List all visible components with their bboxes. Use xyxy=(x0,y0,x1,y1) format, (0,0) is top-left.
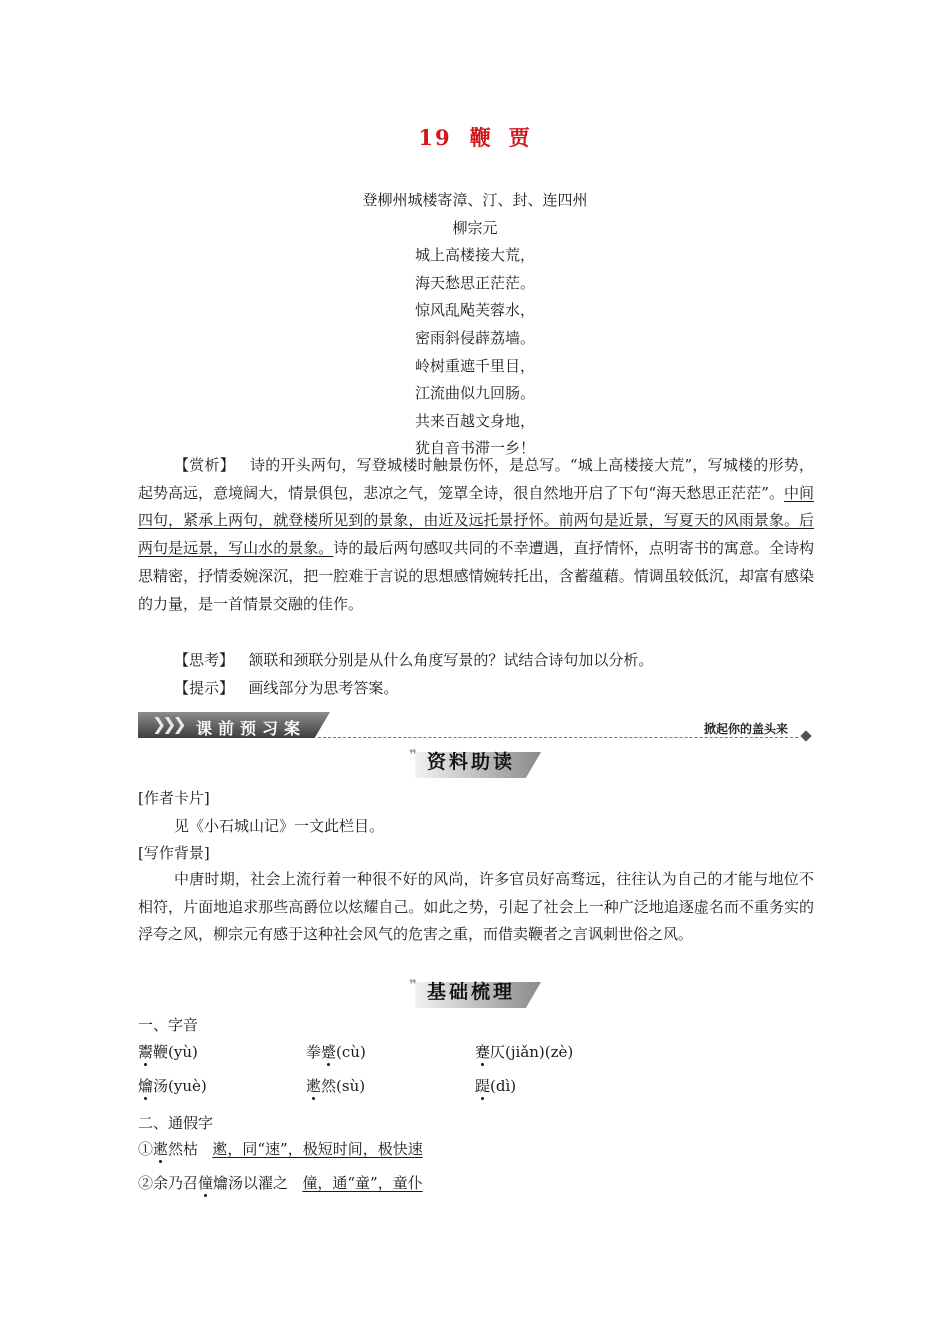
pronunciation-row xyxy=(138,1041,838,1065)
author-card-label: [作者卡片] xyxy=(138,789,210,807)
analysis-label: 【赏析】 xyxy=(174,456,235,474)
section-title: 资料助读 xyxy=(426,751,515,773)
poem-line: 江流曲似九回肠。 xyxy=(414,384,535,403)
pronunciation-rest: 然(sù) xyxy=(321,1077,366,1095)
pronunciation-rest: (cù) xyxy=(336,1043,366,1061)
pronunciation-item xyxy=(306,1075,365,1096)
title-char-1: 鞭 xyxy=(469,125,493,150)
sentence-post: 然枯 xyxy=(168,1140,199,1158)
hint-paragraph xyxy=(138,675,814,703)
pronunciation-rest: (dì) xyxy=(490,1077,517,1095)
dotted-char: 僮 xyxy=(198,1174,214,1192)
pronunciation-heading: 一、字音 xyxy=(138,1016,199,1034)
tongjia-sentence xyxy=(138,1138,423,1159)
dotted-char: 蹙 xyxy=(321,1043,337,1061)
dotted-char: 踶 xyxy=(475,1077,491,1095)
analysis-paragraph xyxy=(138,452,814,618)
banner-divider xyxy=(318,737,798,738)
banner-slogan: 掀起你的盖头来 xyxy=(703,722,788,736)
pronunciation-rest: 鞭(yù) xyxy=(153,1043,198,1061)
analysis-underlined-answer: 中间四句，紧承上两句，就登楼所见到的景象，由近及远托景抒怀。前两句是近景，写夏天的风雨景象。后两句是远景，写山水的景象。 xyxy=(138,483,814,558)
item-number: ② xyxy=(138,1174,154,1192)
dotted-char: 爚 xyxy=(138,1077,154,1095)
poem-line: 岭树重遮千里目， xyxy=(414,356,535,375)
hint-label: 【提示】 xyxy=(174,679,235,697)
section-heading-reading xyxy=(0,748,950,778)
preview-banner xyxy=(138,712,814,740)
tongjia-sentence xyxy=(138,1172,423,1193)
double-chevron-icon: ❯❯❯ xyxy=(152,715,183,735)
pronunciation-rest: 仄(jiǎn)(zè) xyxy=(490,1043,574,1061)
hint-text: 画线部分为思考答案。 xyxy=(248,679,399,697)
author-card-text: 见《小石城山记》一文此栏目。 xyxy=(174,817,385,835)
poem-author: 柳宗元 xyxy=(452,218,498,237)
tongjia-item xyxy=(138,1138,838,1162)
poem-line: 惊风乱飐芙蓉水， xyxy=(414,301,535,320)
item-number: ① xyxy=(138,1140,154,1158)
diamond-icon xyxy=(800,730,811,741)
tongjia-answer: 僮，通“童”，童仆 xyxy=(302,1174,423,1192)
sentence-pre: 余乃召 xyxy=(153,1174,199,1192)
think-paragraph xyxy=(138,647,814,675)
lesson-title xyxy=(0,122,950,152)
tongjia-item xyxy=(138,1172,838,1196)
poem-line: 城上高楼接大荒， xyxy=(414,246,535,265)
pronunciation-row xyxy=(138,1075,838,1099)
analysis-text-2: 诗的最后两句感叹共同的不幸遭遇，直抒情怀，点明寄书的寓意。全诗构思精密，抒情委婉深沉，把一腔难于言说的思想感情婉转托出，含蓄蕴藉。情调虽较低沉，却富有感染的力量，是一首情景交融的佳作。 xyxy=(138,539,814,613)
dotted-char: 遬 xyxy=(306,1077,322,1095)
pronunciation-rest: 汤(yuè) xyxy=(153,1077,207,1095)
title-char-2: 贾 xyxy=(508,125,532,150)
pronunciation-item xyxy=(475,1075,516,1096)
poem-line: 共来百越文身地， xyxy=(414,411,535,430)
pronunciation-rest: 拳 xyxy=(306,1043,322,1061)
dotted-char: 鬻 xyxy=(138,1043,154,1061)
think-label: 【思考】 xyxy=(174,651,235,669)
section-heading-basics xyxy=(0,978,950,1008)
pronunciation-item xyxy=(138,1041,198,1062)
pronunciation-item xyxy=(306,1041,366,1062)
pronunciation-item xyxy=(475,1041,573,1062)
dotted-char: 遬 xyxy=(153,1140,169,1158)
lesson-number: 19 xyxy=(418,125,452,150)
poem-line: 海天愁思正茫茫。 xyxy=(414,273,535,292)
poem-line: 密雨斜侵薜荔墙。 xyxy=(414,328,535,347)
tongjia-heading: 二、通假字 xyxy=(138,1114,214,1132)
section-title: 基础梳理 xyxy=(426,981,515,1003)
poem xyxy=(0,187,950,463)
background-text: 中唐时期，社会上流行着一种很不好的风尚，许多官员好高骛远，往往认为自己的才能与地位不相符，片面地追求那些高爵位以炫耀自己。如此之势，引起了社会上一种广泛地追逐虚名而不重务实的浮夸之风，柳宗元有感于这种社会风气的危害之重，而借卖鞭者之言讽刺世俗之风。 xyxy=(138,870,814,944)
analysis-text-1: 诗的开头两句，写登城楼时触景伤怀，是总写。“城上高楼接大荒”，写城楼的形势，起势高远，意境阔大，情景俱包，悲凉之气，笼罩全诗，很自然地开启了下句“海天愁思正茫茫”。 xyxy=(138,456,814,502)
quote-icon: ❞ xyxy=(408,978,417,993)
think-text: 颔联和颈联分别是从什么角度写景的？试结合诗句加以分析。 xyxy=(248,651,654,669)
quote-icon: ❞ xyxy=(408,748,417,763)
poem-title: 登柳州城楼寄漳、汀、封、连四州 xyxy=(362,191,588,209)
dotted-char: 蹇 xyxy=(475,1043,491,1061)
sentence-post: 爚汤以濯之 xyxy=(213,1174,289,1192)
banner-label: 课前预习案 xyxy=(196,719,307,738)
tongjia-answer: 遬，同“速”，极短时间，极快速 xyxy=(212,1140,423,1158)
background-label: [写作背景] xyxy=(138,844,210,862)
poem-line: 犹自音书滞一乡！ xyxy=(414,439,535,458)
pronunciation-item xyxy=(138,1075,207,1096)
